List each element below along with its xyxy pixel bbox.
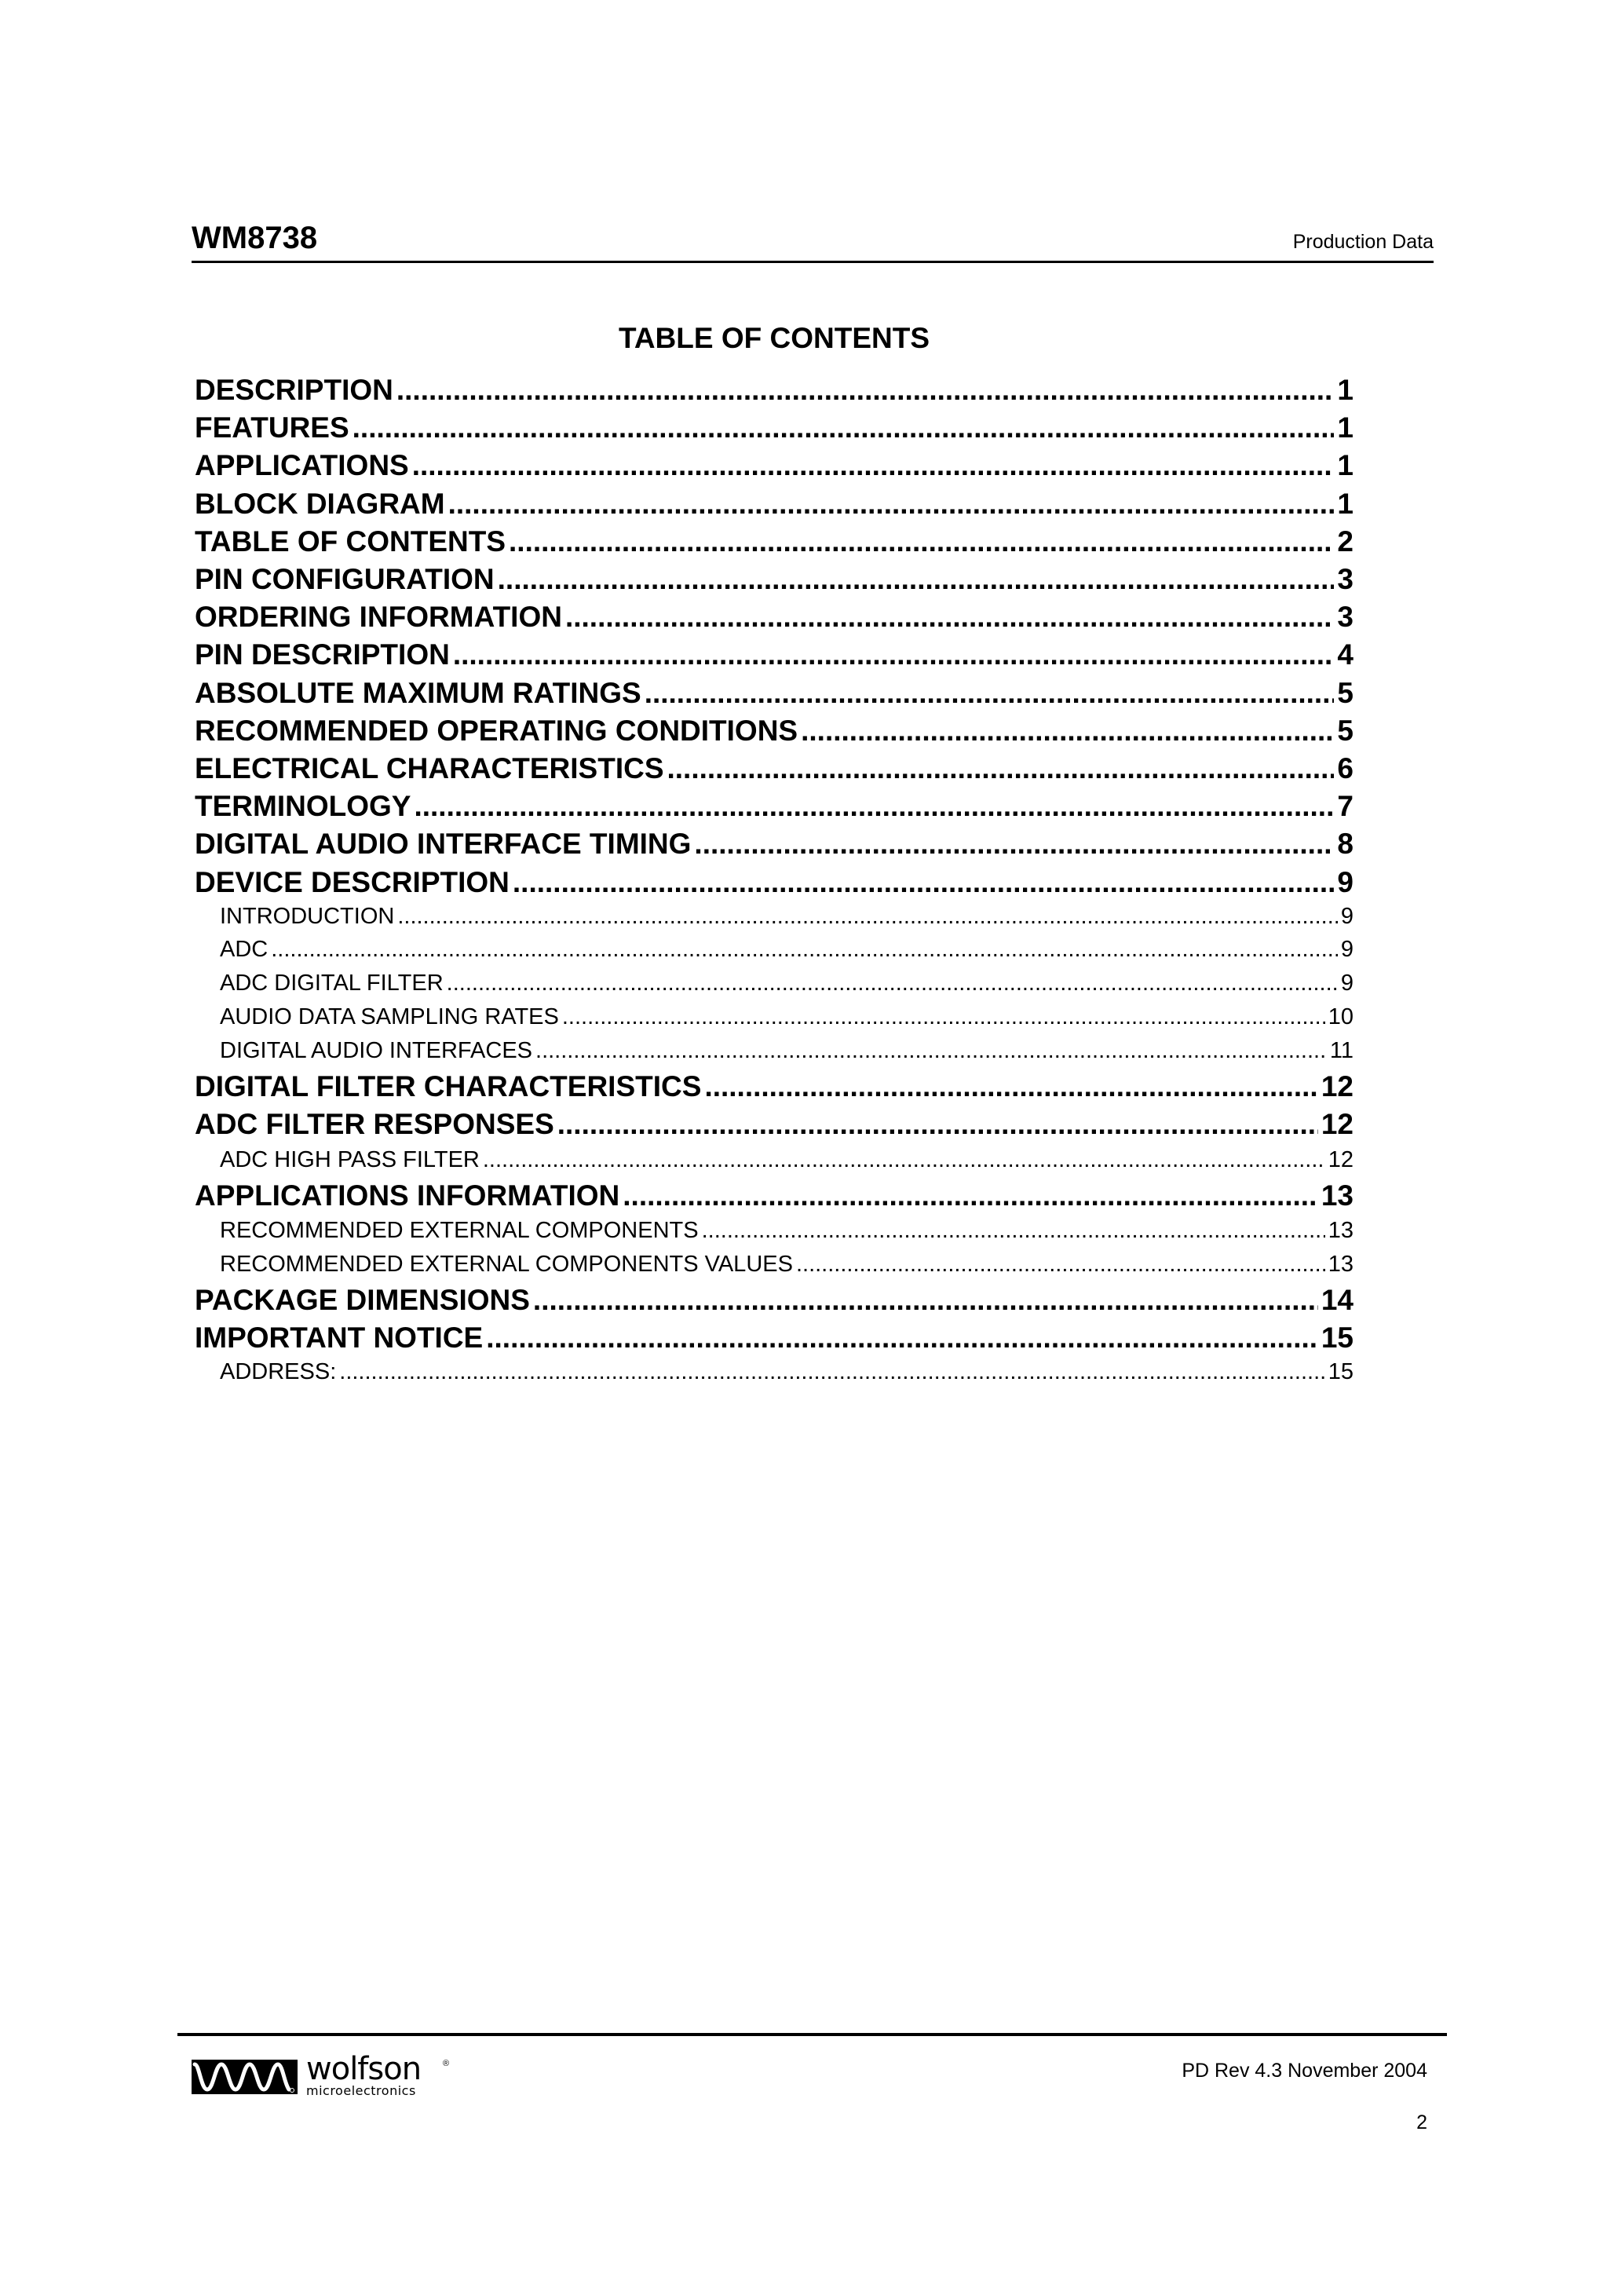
toc-subentry-adc[interactable] (195, 938, 1353, 967)
toc-entry-adc-filter-responses[interactable] (195, 1110, 1353, 1144)
toc-entry-description[interactable] (195, 375, 1353, 410)
toc-entry-page: 5 (1337, 677, 1353, 709)
dot-leader (565, 602, 1334, 631)
toc-entry-ordering-information[interactable] (195, 602, 1353, 637)
toc-entry-applications-information[interactable] (195, 1181, 1353, 1216)
toc-entry-label: AUDIO DATA SAMPLING RATES (220, 1004, 559, 1029)
toc-entry-page: 12 (1321, 1108, 1353, 1140)
toc-entry-terminology[interactable] (195, 792, 1353, 826)
wolfson-wave-logo-icon (192, 2060, 298, 2094)
dot-leader (486, 1323, 1318, 1352)
dot-leader (414, 792, 1334, 821)
toc-subentry-recommended-external-components-values[interactable] (195, 1253, 1353, 1281)
toc-entry-page: 15 (1328, 1359, 1353, 1384)
toc-entry-table-of-contents[interactable] (195, 527, 1353, 561)
toc-subentry-recommended-external-components[interactable] (195, 1219, 1353, 1248)
toc-entry-page: 8 (1337, 828, 1353, 860)
dot-leader (796, 1253, 1325, 1276)
toc-subentry-introduction[interactable] (195, 905, 1353, 934)
toc-subentry-digital-audio-interfaces[interactable] (195, 1040, 1353, 1068)
dot-leader (448, 489, 1335, 518)
toc-entry-label: ADC HIGH PASS FILTER (220, 1147, 480, 1172)
doc-status: Production Data (1292, 231, 1434, 253)
dot-leader (339, 1361, 1324, 1384)
dot-leader (801, 716, 1334, 745)
toc-entry-page: 14 (1321, 1284, 1353, 1316)
toc-subentry-address[interactable] (195, 1361, 1353, 1389)
dot-leader (509, 527, 1334, 556)
toc-entry-page: 1 (1337, 374, 1353, 406)
dot-leader (557, 1110, 1318, 1139)
toc-entry-page: 2 (1337, 525, 1353, 558)
dot-leader (447, 972, 1338, 995)
dot-leader (533, 1285, 1318, 1314)
toc-entry-page: 1 (1337, 449, 1353, 481)
toc-entry-label: RECOMMENDED OPERATING CONDITIONS (195, 715, 798, 747)
dot-leader (397, 905, 1338, 928)
toc-entry-label: APPLICATIONS (195, 449, 409, 481)
toc-entry-label: FEATURES (195, 411, 349, 444)
toc-entry-page: 10 (1328, 1004, 1353, 1029)
toc-entry-page: 13 (1328, 1252, 1353, 1277)
dot-leader (667, 754, 1335, 783)
toc-title: TABLE OF CONTENTS (618, 322, 930, 354)
toc-entry-page: 4 (1337, 638, 1353, 671)
dot-leader (498, 565, 1335, 594)
dot-leader (702, 1219, 1325, 1242)
toc-subentry-adc-high-pass-filter[interactable] (195, 1149, 1353, 1177)
toc-entry-page: 1 (1337, 411, 1353, 444)
toc-entry-label: PIN CONFIGURATION (195, 563, 495, 595)
toc-entry-page: 1 (1337, 488, 1353, 520)
toc-entry-device-description[interactable] (195, 868, 1353, 902)
toc-entry-page: 9 (1340, 971, 1353, 996)
toc-entry-page: 13 (1321, 1179, 1353, 1212)
toc-entry-label: ADC FILTER RESPONSES (195, 1108, 554, 1140)
toc-entry-features[interactable] (195, 413, 1353, 448)
toc-entry-page: 5 (1337, 715, 1353, 747)
dot-leader (623, 1181, 1318, 1210)
toc-entry-label: APPLICATIONS INFORMATION (195, 1179, 620, 1212)
page-number: 2 (1416, 2111, 1427, 2133)
doc-id: WM8738 (192, 221, 318, 255)
toc-entry-label: RECOMMENDED EXTERNAL COMPONENTS VALUES (220, 1252, 793, 1277)
toc-entry-recommended-operating-conditions[interactable] (195, 716, 1353, 751)
toc-entry-page: 3 (1337, 563, 1353, 595)
toc-entry-page: 11 (1329, 1038, 1353, 1063)
revision-info: PD Rev 4.3 November 2004 (1182, 2060, 1427, 2082)
toc-entry-page: 12 (1321, 1070, 1353, 1102)
toc-entry-label: ABSOLUTE MAXIMUM RATINGS (195, 677, 641, 709)
toc-entry-label: PIN DESCRIPTION (195, 638, 450, 671)
toc-entry-label: BLOCK DIAGRAM (195, 488, 445, 520)
dot-leader (453, 640, 1335, 669)
toc-entry-page: 6 (1337, 752, 1353, 784)
dot-leader (513, 868, 1335, 897)
page-header (192, 220, 1434, 263)
toc-entry-important-notice[interactable] (195, 1323, 1353, 1358)
page-footer (177, 2033, 1447, 2133)
logo-subtitle: microelectronics (306, 2083, 416, 2098)
toc-entry-pin-description[interactable] (195, 640, 1353, 675)
toc-subentry-adc-digital-filter[interactable] (195, 972, 1353, 1000)
toc-entry-pin-configuration[interactable] (195, 565, 1353, 599)
toc-entry-electrical-characteristics[interactable] (195, 754, 1353, 788)
dot-leader (353, 413, 1335, 442)
toc-entry-digital-filter-characteristics[interactable] (195, 1072, 1353, 1106)
toc-subentry-audio-data-sampling-rates[interactable] (195, 1006, 1353, 1034)
toc-entry-label: DIGITAL AUDIO INTERFACE TIMING (195, 828, 692, 860)
dot-leader (271, 938, 1338, 961)
toc-entry-label: DEVICE DESCRIPTION (195, 866, 510, 898)
toc-entry-page: 9 (1340, 937, 1353, 962)
dot-leader (704, 1072, 1317, 1101)
dot-leader (694, 829, 1334, 858)
toc-entry-page: 13 (1328, 1218, 1353, 1243)
toc-entry-label: ADDRESS: (220, 1359, 337, 1384)
toc-entry-label: ADC DIGITAL FILTER (220, 971, 444, 996)
toc-entry-digital-audio-interface-timing[interactable] (195, 829, 1353, 864)
toc-entry-label: RECOMMENDED EXTERNAL COMPONENTS (220, 1218, 699, 1243)
dot-leader (412, 451, 1335, 480)
toc-entry-label: DIGITAL AUDIO INTERFACES (220, 1038, 533, 1063)
dot-leader (645, 678, 1335, 707)
toc-entry-label: DIGITAL FILTER CHARACTERISTICS (195, 1070, 702, 1102)
dot-leader (483, 1149, 1325, 1172)
logo-wordmark: wolfson (306, 2051, 422, 2087)
toc-entry-block-diagram[interactable] (195, 489, 1353, 524)
toc-entry-label: TABLE OF CONTENTS (195, 525, 506, 558)
toc-entry-label: DESCRIPTION (195, 374, 393, 406)
toc-entry-label: ORDERING INFORMATION (195, 601, 562, 633)
company-logo (192, 2051, 451, 2098)
toc-entry-page: 7 (1337, 790, 1353, 822)
toc-entry-label: INTRODUCTION (220, 904, 395, 929)
toc-entry-label: PACKAGE DIMENSIONS (195, 1284, 530, 1316)
registered-mark: ® (443, 2059, 450, 2068)
toc-entry-page: 3 (1337, 601, 1353, 633)
dot-leader (396, 375, 1335, 404)
toc-entry-label: ELECTRICAL CHARACTERISTICS (195, 752, 664, 784)
toc-entry-label: TERMINOLOGY (195, 790, 411, 822)
toc-entry-absolute-maximum-ratings[interactable] (195, 678, 1353, 713)
toc-entry-page: 9 (1337, 866, 1353, 898)
toc-entry-page: 15 (1321, 1322, 1353, 1354)
toc-entry-label: IMPORTANT NOTICE (195, 1322, 484, 1354)
toc-entry-package-dimensions[interactable] (195, 1285, 1353, 1320)
toc-entry-page: 9 (1340, 904, 1353, 929)
dot-leader (562, 1006, 1325, 1029)
toc-entry-label: ADC (220, 937, 269, 962)
toc-entry-page: 12 (1328, 1147, 1353, 1172)
dot-leader (535, 1040, 1327, 1062)
toc-entry-applications[interactable] (195, 451, 1353, 485)
